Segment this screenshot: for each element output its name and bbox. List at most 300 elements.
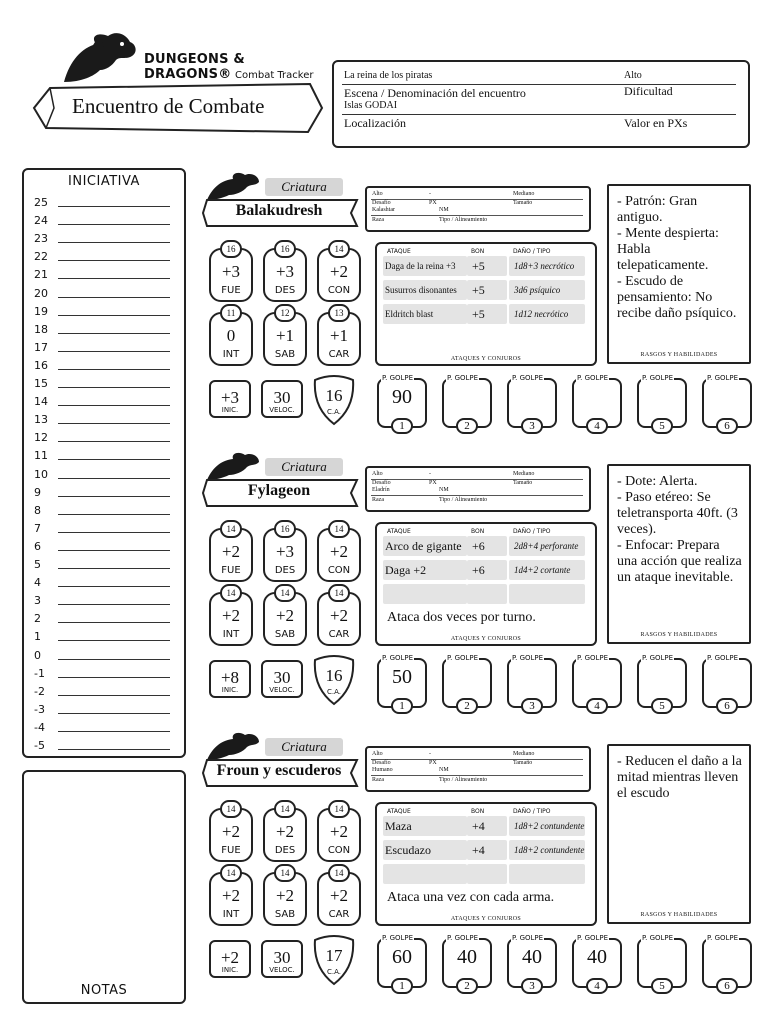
creature-block <box>195 450 755 730</box>
attacks-caption: ATAQUES Y CONJUROS <box>450 916 522 922</box>
damage-header: DAÑO / TIPO <box>513 528 551 535</box>
ability-sab[interactable] <box>263 304 307 366</box>
hit-points-label: P. GOLPE <box>577 374 609 382</box>
ability-score: 14 <box>274 864 296 882</box>
traits-caption: RASGOS Y HABILIDADES <box>640 632 718 638</box>
hit-points-box[interactable] <box>637 934 687 990</box>
hit-points-index: 2 <box>456 978 478 994</box>
page-title: Encuentro de Combate <box>72 94 265 118</box>
initiative-line[interactable] <box>58 532 170 533</box>
ability-label: FUE <box>221 285 241 296</box>
initiative-line[interactable] <box>58 604 170 605</box>
initiative-number: 17 <box>34 340 48 354</box>
initiative-row[interactable] <box>34 228 184 246</box>
initiative-row[interactable] <box>34 409 184 427</box>
initiative-row[interactable] <box>34 246 184 264</box>
armor-class-caption: C.A. <box>326 688 341 696</box>
hit-points-index: 6 <box>716 978 738 994</box>
initiative-box-small[interactable] <box>209 380 251 418</box>
ability-des[interactable] <box>263 240 307 302</box>
attack-row[interactable] <box>377 584 597 604</box>
hit-points-label: P. GOLPE <box>577 934 609 942</box>
initiative-line[interactable] <box>58 550 170 551</box>
creature-tab: Criatura <box>265 458 343 476</box>
hit-points-box[interactable] <box>507 934 557 990</box>
location-value[interactable]: Islas GODAI <box>344 100 398 111</box>
info-size-label: Tamaño <box>513 480 533 486</box>
initiative-row[interactable] <box>34 590 184 608</box>
attack-bonus: +5 <box>472 307 485 321</box>
ability-sab[interactable] <box>263 584 307 646</box>
armor-class-shield[interactable] <box>311 654 357 706</box>
speed-box[interactable] <box>261 660 303 698</box>
attack-row[interactable] <box>377 536 597 556</box>
hit-points-box[interactable] <box>377 934 427 990</box>
initiative-row[interactable] <box>34 373 184 391</box>
encounter-value[interactable]: La reina de los piratas <box>344 70 433 81</box>
hit-points-box[interactable] <box>442 374 492 430</box>
ability-label: SAB <box>274 349 296 360</box>
ability-score: 13 <box>328 304 350 322</box>
initiative-row[interactable] <box>34 319 184 337</box>
attack-note: Ataca una vez con cada arma. <box>387 890 555 905</box>
attack-name: Escudazo <box>385 843 431 857</box>
initiative-number: 6 <box>34 539 41 553</box>
ability-modifier: +3 <box>275 542 295 561</box>
ability-score: 12 <box>274 304 296 322</box>
attack-row[interactable] <box>377 280 597 300</box>
ability-modifier: 0 <box>226 326 236 345</box>
initiative-line[interactable] <box>58 405 170 406</box>
creature-name[interactable]: Balakudresh <box>235 202 323 219</box>
hit-points-box[interactable] <box>572 934 622 990</box>
initiative-line[interactable] <box>58 749 170 750</box>
hit-points-label: P. GOLPE <box>382 934 414 942</box>
hit-points-box[interactable] <box>442 654 492 710</box>
initiative-number: 11 <box>34 449 48 463</box>
initiative-number: 16 <box>34 358 48 372</box>
initiative-row[interactable] <box>34 355 184 373</box>
initiative-value: +3 <box>220 388 240 407</box>
initiative-line[interactable] <box>58 242 170 243</box>
hit-points-index: 5 <box>651 698 673 714</box>
creature-name-ribbon <box>201 758 359 788</box>
attack-damage: 1d4+2 cortante <box>514 565 571 575</box>
attack-name: Susurros disonantes <box>385 285 457 295</box>
ability-sab[interactable] <box>263 864 307 926</box>
ability-score: 14 <box>220 584 242 602</box>
initiative-title: INICIATIVA <box>68 174 140 189</box>
initiative-number: 18 <box>34 322 48 336</box>
info-level: Alto <box>372 751 383 757</box>
initiative-row[interactable] <box>34 301 184 319</box>
hit-points-value: 60 <box>392 946 412 968</box>
ability-score: 14 <box>220 800 242 818</box>
hit-points-label: P. GOLPE <box>642 934 674 942</box>
hit-points-label: P. GOLPE <box>707 654 739 662</box>
initiative-line[interactable] <box>58 260 170 261</box>
ability-fue[interactable] <box>209 520 253 582</box>
attack-row[interactable] <box>377 864 597 884</box>
notes-title: NOTAS <box>80 983 128 998</box>
ability-car[interactable] <box>317 304 361 366</box>
initiative-line[interactable] <box>58 459 170 460</box>
info-dash: - <box>429 471 431 477</box>
attack-header: ATAQUE <box>387 808 411 815</box>
info-size-value: Mediano <box>513 471 535 477</box>
creature-info-box[interactable] <box>365 466 591 512</box>
brand-subtitle: Combat Tracker <box>235 70 314 81</box>
hit-points-index: 6 <box>716 698 738 714</box>
ability-modifier: +2 <box>329 822 349 841</box>
attacks-caption: ATAQUES Y CONJUROS <box>450 636 522 642</box>
initiative-value: +8 <box>220 668 240 687</box>
attack-bonus: +4 <box>472 843 485 857</box>
traits-caption: RASGOS Y HABILIDADES <box>640 912 718 918</box>
ability-des[interactable] <box>263 800 307 862</box>
info-race-label: Raza <box>372 497 384 503</box>
ability-con[interactable] <box>317 240 361 302</box>
initiative-value: +2 <box>220 948 240 967</box>
initiative-box-small[interactable] <box>209 660 251 698</box>
hit-points-index: 2 <box>456 698 478 714</box>
hit-points-index: 5 <box>651 418 673 434</box>
info-race-value: Kalashtar <box>372 207 395 213</box>
initiative-number: 7 <box>34 521 41 535</box>
initiative-row[interactable] <box>34 427 184 445</box>
notes-box[interactable] <box>22 770 186 1004</box>
initiative-row[interactable] <box>34 681 184 699</box>
initiative-line[interactable] <box>58 297 170 298</box>
ability-modifier: +1 <box>275 326 295 345</box>
hit-points-box[interactable] <box>637 654 687 710</box>
hit-points-box[interactable] <box>377 374 427 430</box>
info-alignment-value: NM <box>439 487 449 493</box>
hit-points-label: P. GOLPE <box>447 654 479 662</box>
initiative-row[interactable] <box>34 536 184 554</box>
initiative-number: 15 <box>34 377 48 390</box>
attack-damage: 2d8+4 perforante <box>514 541 579 551</box>
armor-class-caption: C.A. <box>326 968 341 976</box>
creature-info-box[interactable] <box>365 186 591 232</box>
initiative-number: 24 <box>34 214 48 228</box>
initiative-number: 13 <box>34 413 48 427</box>
info-dash: - <box>429 751 431 757</box>
initiative-number: 14 <box>34 395 48 409</box>
attack-row[interactable] <box>377 840 597 860</box>
hit-points-index: 4 <box>586 418 608 434</box>
creature-tab: Criatura <box>265 178 343 196</box>
attack-bonus: +5 <box>472 283 485 297</box>
initiative-row[interactable] <box>34 608 184 626</box>
initiative-row[interactable] <box>34 445 184 463</box>
initiative-row[interactable] <box>34 264 184 282</box>
hit-points-box[interactable] <box>377 654 427 710</box>
initiative-line[interactable] <box>58 622 170 623</box>
initiative-row[interactable] <box>34 717 184 735</box>
hit-points-box[interactable] <box>702 934 752 990</box>
creature-info-box[interactable] <box>365 746 591 792</box>
initiative-row[interactable] <box>34 210 184 228</box>
hit-points-label: P. GOLPE <box>707 374 739 382</box>
initiative-caption: INIC. <box>221 406 239 414</box>
speed-value: 30 <box>273 948 291 967</box>
difficulty-value[interactable]: Alto <box>624 70 642 81</box>
attack-header: ATAQUE <box>387 248 411 255</box>
initiative-line[interactable] <box>58 441 170 442</box>
armor-class-value: 17 <box>325 946 343 965</box>
hit-points-index: 3 <box>521 978 543 994</box>
initiative-row[interactable] <box>34 572 184 590</box>
initiative-line[interactable] <box>58 713 170 714</box>
attack-header: ATAQUE <box>387 528 411 535</box>
attacks-box <box>375 242 597 366</box>
info-xp-label: PX <box>429 760 437 766</box>
info-level: Alto <box>372 471 383 477</box>
ability-score: 16 <box>274 520 296 538</box>
speed-box[interactable] <box>261 380 303 418</box>
creature-name-ribbon <box>201 478 359 508</box>
attack-name: Daga de la reina +3 <box>385 261 456 271</box>
armor-class-shield[interactable] <box>311 934 357 986</box>
initiative-row[interactable] <box>34 337 184 355</box>
damage-header: DAÑO / TIPO <box>513 808 551 815</box>
hit-points-value: 40 <box>457 946 477 968</box>
initiative-row[interactable] <box>34 500 184 518</box>
attack-row[interactable] <box>377 560 597 580</box>
initiative-number: 9 <box>34 485 41 499</box>
initiative-box-small[interactable] <box>209 940 251 978</box>
initiative-number: -5 <box>34 739 45 752</box>
armor-class-shield[interactable] <box>311 374 357 426</box>
ability-car[interactable] <box>317 584 361 646</box>
speed-caption: VELOC. <box>269 686 295 694</box>
attack-bonus: +5 <box>472 259 485 273</box>
initiative-number: 21 <box>34 268 48 282</box>
hit-points-box[interactable] <box>507 374 557 430</box>
hit-points-value: 40 <box>587 946 607 968</box>
initiative-line[interactable] <box>58 423 170 424</box>
ability-int[interactable] <box>209 864 253 926</box>
creature-block <box>195 170 755 450</box>
bonus-header: BON <box>471 248 485 255</box>
ability-modifier: +2 <box>329 262 349 281</box>
initiative-row[interactable] <box>34 192 184 210</box>
initiative-line[interactable] <box>58 206 170 207</box>
info-alignment-value: NM <box>439 207 449 213</box>
bonus-header: BON <box>471 528 485 535</box>
initiative-line[interactable] <box>58 586 170 587</box>
speed-box[interactable] <box>261 940 303 978</box>
ability-con[interactable] <box>317 520 361 582</box>
initiative-row[interactable] <box>34 626 184 644</box>
initiative-line[interactable] <box>58 224 170 225</box>
attack-row[interactable] <box>377 304 597 324</box>
ability-score: 16 <box>274 240 296 258</box>
initiative-line[interactable] <box>58 351 170 352</box>
hit-points-box[interactable] <box>702 654 752 710</box>
initiative-line[interactable] <box>58 278 170 279</box>
armor-class-caption: C.A. <box>326 408 341 416</box>
info-size-value: Mediano <box>513 191 535 197</box>
hit-points-label: P. GOLPE <box>447 374 479 382</box>
traits-text: - Dote: Alerta. - Paso etéreo: Se teletransporta 40ft. (3 veces). - Enfocar: Prepara una acción que realiza un ataque inevitable. <box>617 474 742 585</box>
initiative-line[interactable] <box>58 478 170 479</box>
speed-caption: VELOC. <box>269 966 295 974</box>
hit-points-label: P. GOLPE <box>577 654 609 662</box>
traits-box[interactable] <box>607 184 751 364</box>
ability-int[interactable] <box>209 304 253 366</box>
info-dash: - <box>429 191 431 197</box>
initiative-row[interactable] <box>34 735 184 753</box>
creature-name-ribbon <box>201 198 359 228</box>
ability-label: DES <box>274 285 296 296</box>
creature-name[interactable]: Fylageon <box>247 482 311 499</box>
bonus-header: BON <box>471 808 485 815</box>
initiative-line[interactable] <box>58 677 170 678</box>
ability-int[interactable] <box>209 584 253 646</box>
initiative-line[interactable] <box>58 369 170 370</box>
initiative-row[interactable] <box>34 645 184 663</box>
ability-car[interactable] <box>317 864 361 926</box>
ability-score: 14 <box>328 584 350 602</box>
hit-points-box[interactable] <box>702 374 752 430</box>
hit-points-label: P. GOLPE <box>512 934 544 942</box>
initiative-line[interactable] <box>58 640 170 641</box>
initiative-number: -4 <box>34 720 45 734</box>
info-xp-label: PX <box>429 480 437 486</box>
creature-block <box>195 730 755 1010</box>
attacks-box <box>375 802 597 926</box>
ability-modifier: +2 <box>221 886 241 905</box>
initiative-caption: INIC. <box>221 966 239 974</box>
initiative-number: 25 <box>34 196 48 209</box>
ability-modifier: +2 <box>329 606 349 625</box>
ability-score: 14 <box>328 240 350 258</box>
initiative-number: 8 <box>34 503 41 517</box>
initiative-row[interactable] <box>34 482 184 500</box>
attack-damage: 1d8+2 contundente <box>514 821 585 831</box>
initiative-row[interactable] <box>34 663 184 681</box>
initiative-row[interactable] <box>34 464 184 482</box>
initiative-number: 5 <box>34 558 41 571</box>
hit-points-label: P. GOLPE <box>447 934 479 942</box>
initiative-row[interactable] <box>34 699 184 717</box>
info-size-label: Tamaño <box>513 760 533 766</box>
ability-con[interactable] <box>317 800 361 862</box>
info-race-label: Raza <box>372 217 384 223</box>
info-xp-label: PX <box>429 200 437 206</box>
ability-fue[interactable] <box>209 240 253 302</box>
ability-label: INT <box>222 629 240 640</box>
attack-bonus: +6 <box>472 539 485 553</box>
attack-name: Maza <box>385 819 412 833</box>
hit-points-box[interactable] <box>442 934 492 990</box>
creature-name[interactable]: Froun y escuderos <box>216 762 342 779</box>
ability-score: 14 <box>328 800 350 818</box>
ability-modifier: +2 <box>275 822 295 841</box>
attack-row[interactable] <box>377 816 597 836</box>
ability-fue[interactable] <box>209 800 253 862</box>
initiative-line[interactable] <box>58 315 170 316</box>
hit-points-box[interactable] <box>637 374 687 430</box>
hit-points-index: 3 <box>521 418 543 434</box>
ability-score: 14 <box>220 864 242 882</box>
initiative-number: 22 <box>34 250 48 264</box>
ability-modifier: +2 <box>329 542 349 561</box>
ability-label: CON <box>327 285 351 296</box>
hit-points-box[interactable] <box>572 654 622 710</box>
traits-box[interactable] <box>607 464 751 644</box>
ability-des[interactable] <box>263 520 307 582</box>
hit-points-index: 4 <box>586 978 608 994</box>
initiative-caption: INIC. <box>221 686 239 694</box>
initiative-line[interactable] <box>58 514 170 515</box>
hit-points-value: 90 <box>392 386 412 408</box>
attacks-caption: ATAQUES Y CONJUROS <box>450 356 522 362</box>
initiative-line[interactable] <box>58 659 170 660</box>
initiative-line[interactable] <box>58 695 170 696</box>
ability-modifier: +2 <box>275 606 295 625</box>
initiative-row[interactable] <box>34 283 184 301</box>
initiative-line[interactable] <box>58 496 170 497</box>
initiative-row[interactable] <box>34 554 184 572</box>
creature-tab: Criatura <box>265 738 343 756</box>
hit-points-label: P. GOLPE <box>382 654 414 662</box>
attack-bonus: +4 <box>472 819 485 833</box>
ability-modifier: +2 <box>329 886 349 905</box>
initiative-line[interactable] <box>58 731 170 732</box>
hit-points-box[interactable] <box>572 374 622 430</box>
hit-points-label: P. GOLPE <box>707 934 739 942</box>
initiative-line[interactable] <box>58 387 170 388</box>
initiative-number: 19 <box>34 304 48 318</box>
attacks-box <box>375 522 597 646</box>
attack-name: Daga +2 <box>385 563 427 577</box>
info-level: Alto <box>372 191 383 197</box>
ability-label: CAR <box>328 349 350 360</box>
initiative-box <box>22 168 186 758</box>
hit-points-label: P. GOLPE <box>642 374 674 382</box>
initiative-number: 3 <box>34 594 41 608</box>
speed-caption: VELOC. <box>269 406 295 414</box>
traits-text: - Reducen el daño a la mitad mientras lleven el escudo <box>617 754 742 801</box>
initiative-number: -3 <box>34 702 45 716</box>
attack-row[interactable] <box>377 256 597 276</box>
initiative-row[interactable] <box>34 391 184 409</box>
hit-points-box[interactable] <box>507 654 557 710</box>
armor-class-value: 16 <box>325 386 343 405</box>
attack-damage: 1d12 necrótico <box>514 309 569 319</box>
initiative-number: 4 <box>34 576 41 590</box>
hit-points-index: 1 <box>391 698 413 714</box>
armor-class-value: 16 <box>325 666 343 685</box>
ability-score: 14 <box>328 520 350 538</box>
initiative-number: 23 <box>34 232 48 246</box>
initiative-line[interactable] <box>58 333 170 334</box>
ability-modifier: +2 <box>275 886 295 905</box>
ability-score: 11 <box>220 304 242 322</box>
hit-points-label: P. GOLPE <box>642 654 674 662</box>
ability-modifier: +3 <box>221 262 241 281</box>
info-race-label: Raza <box>372 777 384 783</box>
traits-box[interactable] <box>607 744 751 924</box>
attack-name: Eldritch blast <box>385 309 434 319</box>
ability-modifier: +2 <box>221 542 241 561</box>
info-challenge-label: Desafío <box>372 480 391 486</box>
initiative-line[interactable] <box>58 568 170 569</box>
initiative-row[interactable] <box>34 518 184 536</box>
